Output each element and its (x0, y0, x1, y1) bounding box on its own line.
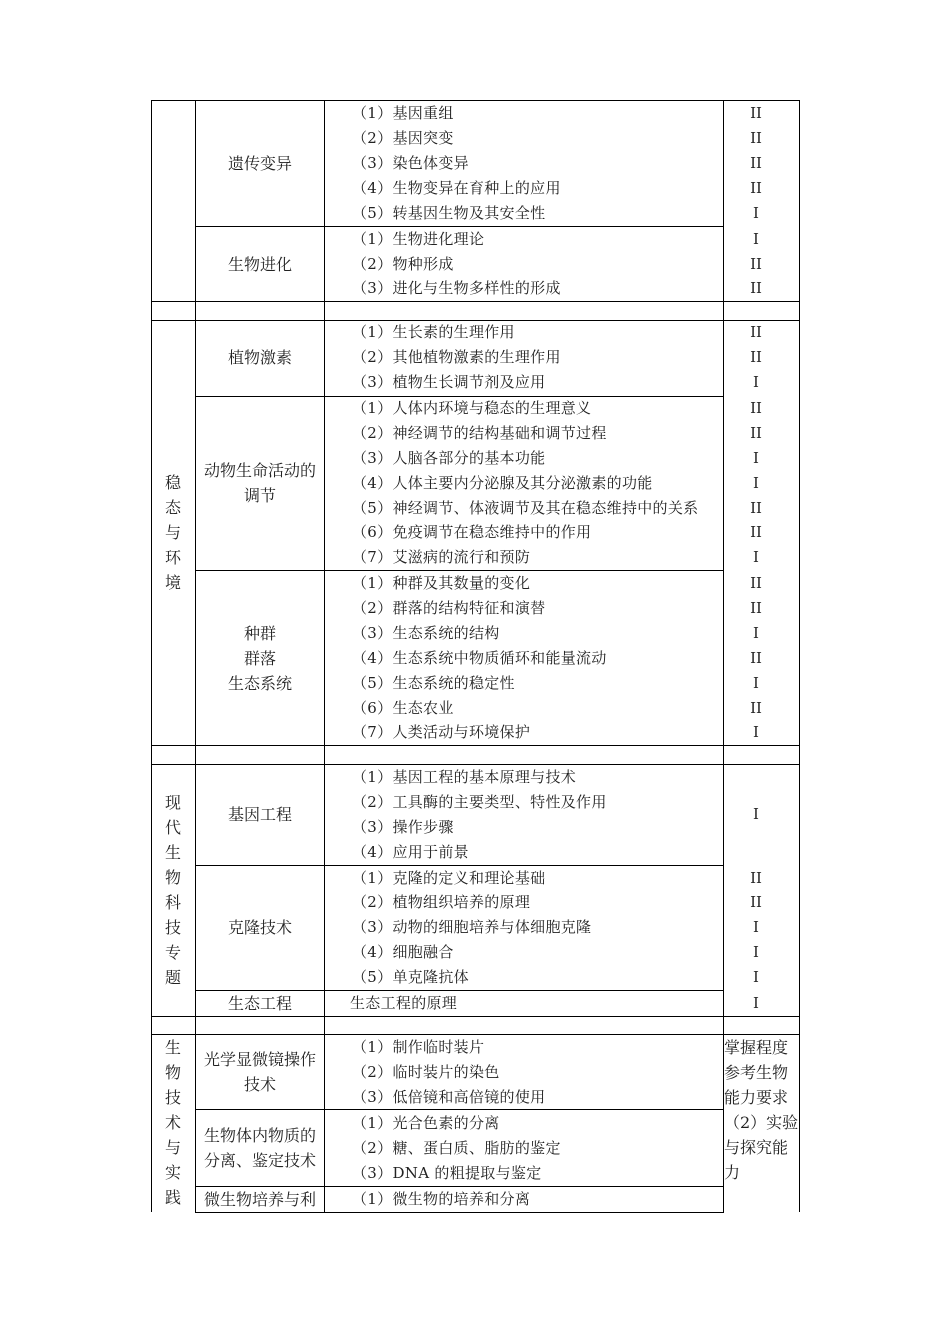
list-item: （1）光合色素的分离 (352, 1114, 500, 1132)
level-badge: I (753, 805, 759, 823)
list-item: （4）生物变异在育种上的应用 (352, 179, 561, 197)
level-badge: I (753, 474, 759, 492)
list-item: （1）基因重组 (352, 104, 454, 122)
level-badge: II (750, 104, 762, 122)
category-steady-state (152, 470, 194, 595)
level-badge: I (753, 373, 759, 391)
note-line: 掌握程度 (724, 1038, 789, 1057)
level-badge: II (750, 869, 762, 887)
level-badge: II (750, 424, 762, 442)
level-badge: II (750, 129, 762, 147)
level-badge: II (750, 255, 762, 273)
list-item: （3）进化与生物多样性的形成 (352, 279, 561, 297)
list-item: （1）人体内环境与稳态的生理意义 (352, 399, 592, 417)
subtopic-population-line1: 种群 (243, 624, 276, 643)
level-badge: I (753, 230, 759, 248)
note-line: 力 (724, 1163, 741, 1182)
list-item: （3）植物生长调节剂及应用 (352, 373, 546, 391)
subtopic-microscope-line1: 光学显微镜操作 (203, 1050, 316, 1069)
level-badge: I (753, 968, 759, 986)
level-badge: II (750, 649, 762, 667)
list-item: （3）DNA 的粗提取与鉴定 (352, 1164, 542, 1182)
level-badge: I (753, 943, 759, 961)
list-item: （4）人体主要内分泌腺及其分泌激素的功能 (352, 474, 653, 492)
category-biotech-practice (152, 1035, 194, 1210)
note-line: （2）实验 (724, 1113, 799, 1132)
list-item: （1）微生物的培养和分离 (352, 1190, 531, 1208)
subtopic-separation-line2: 分离、鉴定技术 (203, 1151, 316, 1170)
level-badge: I (753, 723, 759, 741)
list-item: （1）克隆的定义和理论基础 (352, 869, 546, 887)
list-item: （2）物种形成 (352, 255, 454, 273)
list-item: 生态工程的原理 (350, 994, 458, 1012)
note-line: 与探究能 (724, 1138, 789, 1157)
level-badge: II (750, 599, 762, 617)
level-badge: II (750, 399, 762, 417)
subtopic-plant-hormones: 植物激素 (227, 348, 292, 367)
subtopic-microbe-culture: 微生物培养与利 (203, 1190, 316, 1209)
note-line: 能力要求 (724, 1088, 789, 1107)
list-item: （3）染色体变异 (352, 154, 469, 172)
list-item: （5）生态系统的稳定性 (352, 674, 515, 692)
list-item: （2）糖、蛋白质、脂肪的鉴定 (352, 1139, 561, 1157)
level-badge: II (750, 499, 762, 517)
list-item: （3）操作步骤 (352, 818, 454, 836)
subtopic-animal-regulation-line2: 调节 (243, 486, 276, 505)
level-badge: II (750, 574, 762, 592)
subtopic-population-line2: 群落 (243, 649, 276, 668)
category-label: 现代生物科技专题 (164, 793, 181, 987)
list-item: （3）人脑各部分的基本功能 (352, 449, 546, 467)
list-item: （3）动物的细胞培养与体细胞克隆 (352, 918, 592, 936)
subtopic-cloning: 克隆技术 (227, 918, 292, 937)
level-badge: II (750, 699, 762, 717)
subtopic-genetic-variation: 遗传变异 (227, 154, 292, 173)
list-item: （1）生物进化理论 (352, 230, 485, 248)
level-badge: II (750, 323, 762, 341)
list-item: （2）神经调节的结构基础和调节过程 (352, 424, 607, 442)
list-item: （4）生态系统中物质循环和能量流动 (352, 649, 607, 667)
list-item: （1）生长素的生理作用 (352, 323, 515, 341)
list-item: （5）单克隆抗体 (352, 968, 469, 986)
list-item: （4）应用于前景 (352, 843, 469, 861)
level-badge: I (753, 204, 759, 222)
list-item: （3）生态系统的结构 (352, 624, 500, 642)
list-item: （3）低倍镜和高倍镜的使用 (352, 1088, 546, 1106)
list-item: （1）基因工程的基本原理与技术 (352, 768, 577, 786)
subtopic-animal-regulation-line1: 动物生命活动的 (203, 461, 316, 480)
level-badge: II (750, 348, 762, 366)
list-item: （1）制作临时装片 (352, 1038, 485, 1056)
subtopic-eco-engineering: 生态工程 (227, 994, 292, 1013)
list-item: （7）人类活动与环境保护 (352, 723, 531, 741)
subtopic-population-line3: 生态系统 (227, 674, 292, 693)
list-item: （4）细胞融合 (352, 943, 454, 961)
subtopic-genetic-engineering: 基因工程 (227, 805, 292, 824)
list-item: （2）群落的结构特征和演替 (352, 599, 546, 617)
level-badge: II (750, 523, 762, 541)
level-badge: I (753, 918, 759, 936)
category-modern-biotech (152, 790, 194, 990)
level-badge: II (750, 279, 762, 297)
list-item: （7）艾滋病的流行和预防 (352, 548, 531, 566)
subtopic-evolution: 生物进化 (227, 255, 292, 274)
list-item: （2）工具酶的主要类型、特性及作用 (352, 793, 607, 811)
category-label: 稳态与环境 (164, 473, 181, 592)
level-badge: I (753, 548, 759, 566)
level-badge: II (750, 179, 762, 197)
level-badge: I (753, 674, 759, 692)
list-item: （5）神经调节、体液调节及其在稳态维持中的关系 (352, 499, 699, 517)
level-badge: I (753, 624, 759, 642)
list-item: （2）基因突变 (352, 129, 454, 147)
note-line: 参考生物 (724, 1063, 789, 1082)
list-item: （2）植物组织培养的原理 (352, 893, 531, 911)
subtopic-separation-line1: 生物体内物质的 (203, 1126, 316, 1145)
list-item: （2）其他植物激素的生理作用 (352, 348, 561, 366)
list-item: （5）转基因生物及其安全性 (352, 204, 546, 222)
list-item: （6）生态农业 (352, 699, 454, 717)
subtopic-microscope-line2: 技术 (243, 1075, 276, 1094)
level-badge: II (750, 893, 762, 911)
list-item: （2）临时装片的染色 (352, 1063, 500, 1081)
category-label: 生物技术与实践 (164, 1038, 181, 1207)
level-badge: I (753, 994, 759, 1012)
list-item: （6）免疫调节在稳态维持中的作用 (352, 523, 592, 541)
level-badge: I (753, 449, 759, 467)
level-badge: II (750, 154, 762, 172)
list-item: （1）种群及其数量的变化 (352, 574, 531, 592)
